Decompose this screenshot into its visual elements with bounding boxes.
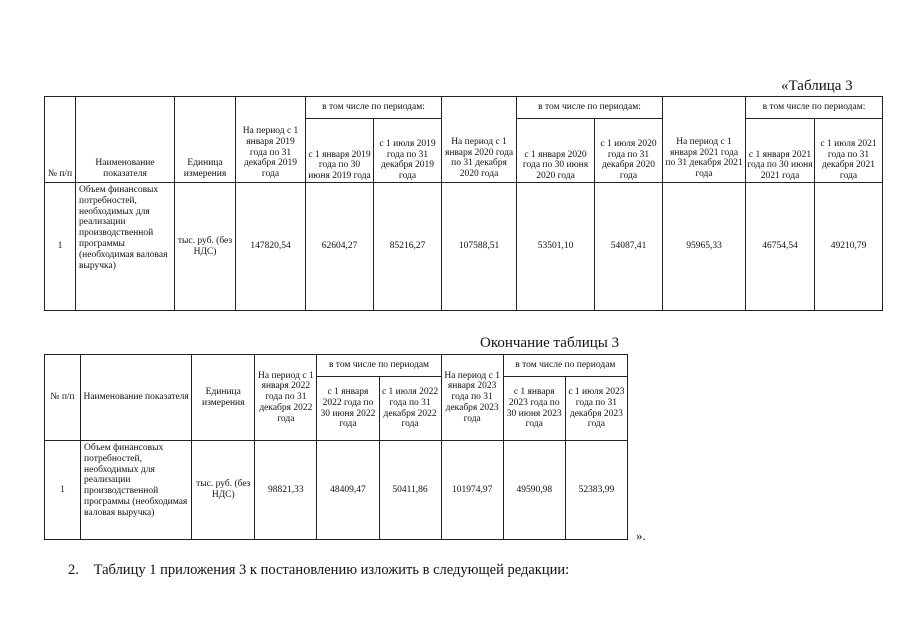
cell-2019-h1: 62604,27	[306, 183, 374, 311]
header-num: № п/п	[45, 97, 76, 183]
header-2021-h1: с 1 января 2021 года по 30 июня 2021 года	[746, 119, 815, 183]
header-2019-h2: с 1 июля 2019 года по 31 декабря 2019 года	[374, 119, 442, 183]
header-period-2020: На период с 1 января 2020 года по 31 декабря 2020 года	[442, 97, 517, 183]
table-row	[45, 183, 883, 311]
cell-2022: 98821,33	[255, 441, 317, 540]
table3-title: «Таблица 3	[781, 78, 853, 94]
header-incl-2019: в том числе по периодам:	[306, 97, 442, 119]
header-incl-2020: в том числе по периодам:	[517, 97, 663, 119]
paragraph-number: 2.	[68, 562, 79, 578]
cell-unit: тыс. руб. (без НДС)	[192, 441, 255, 540]
cell-2023-h2: 52383,99	[565, 441, 627, 540]
header-2020-h1: с 1 января 2020 года по 30 июня 2020 года	[517, 119, 595, 183]
table-row	[45, 441, 628, 540]
header-incl-2023: в том числе по периодам	[503, 355, 627, 377]
closing-quote: ».	[636, 528, 646, 543]
paragraph-text: Таблицу 1 приложения 3 к постановлению изложить в следующей редакции:	[93, 562, 570, 578]
table3	[44, 96, 883, 311]
header-2023-h1: с 1 января 2023 года по 30 июня 2023 года	[503, 377, 565, 441]
header-incl-2021: в том числе по периодам:	[746, 97, 883, 119]
cell-2023: 101974,97	[441, 441, 503, 540]
paragraph-2	[68, 562, 569, 579]
header-unit: Единица измерения	[175, 97, 236, 183]
header-2022-h1: с 1 января 2022 года по 30 июня 2022 года	[317, 377, 379, 441]
cell-2021-h2: 49210,79	[815, 183, 883, 311]
header-period-2023: На период с 1 января 2023 года по 31 декабря 2023 года	[441, 355, 503, 441]
cell-2023-h1: 49590,98	[503, 441, 565, 540]
cell-2020: 107588,51	[442, 183, 517, 311]
header-name: Наименование показателя	[81, 355, 192, 441]
cell-2019: 147820,54	[236, 183, 306, 311]
cell-num: 1	[45, 441, 81, 540]
table3-end-title: Окончание таблицы 3	[480, 335, 620, 351]
header-2019-h1: с 1 января 2019 года по 30 июня 2019 года	[306, 119, 374, 183]
cell-2021: 95965,33	[663, 183, 746, 311]
header-2022-h2: с 1 июля 2022 года по 31 декабря 2022 года	[379, 377, 441, 441]
header-period-2019: На период с 1 января 2019 года по 31 декабря 2019 года	[236, 97, 306, 183]
cell-name: Объем финансовых потребностей, необходимых для реализации производственной программы (необходимая валовая выручка)	[81, 441, 192, 540]
cell-num: 1	[45, 183, 76, 311]
header-unit: Единица измерения	[192, 355, 255, 441]
header-name: Наименование показателя	[76, 97, 175, 183]
header-2021-h2: с 1 июля 2021 года по 31 декабря 2021 года	[815, 119, 883, 183]
header-2020-h2: с 1 июля 2020 года по 31 декабря 2020 года	[595, 119, 663, 183]
cell-2020-h2: 54087,41	[595, 183, 663, 311]
cell-2021-h1: 46754,54	[746, 183, 815, 311]
cell-2022-h1: 48409,47	[317, 441, 379, 540]
header-2023-h2: с 1 июля 2023 года по 31 декабря 2023 года	[565, 377, 627, 441]
cell-2022-h2: 50411,86	[379, 441, 441, 540]
header-period-2021: На период с 1 января 2021 года по 31 декабря 2021 года	[663, 97, 746, 183]
cell-2020-h1: 53501,10	[517, 183, 595, 311]
cell-unit: тыс. руб. (без НДС)	[175, 183, 236, 311]
header-incl-2022: в том числе по периодам	[317, 355, 441, 377]
header-period-2022: На период с 1 января 2022 года по 31 декабря 2022 года	[255, 355, 317, 441]
cell-name: Объем финансовых потребностей, необходимых для реализации производственной программы (необходимая валовая выручка)	[76, 183, 175, 311]
cell-2019-h2: 85216,27	[374, 183, 442, 311]
header-num: № п/п	[45, 355, 81, 441]
table3-end	[44, 354, 628, 540]
